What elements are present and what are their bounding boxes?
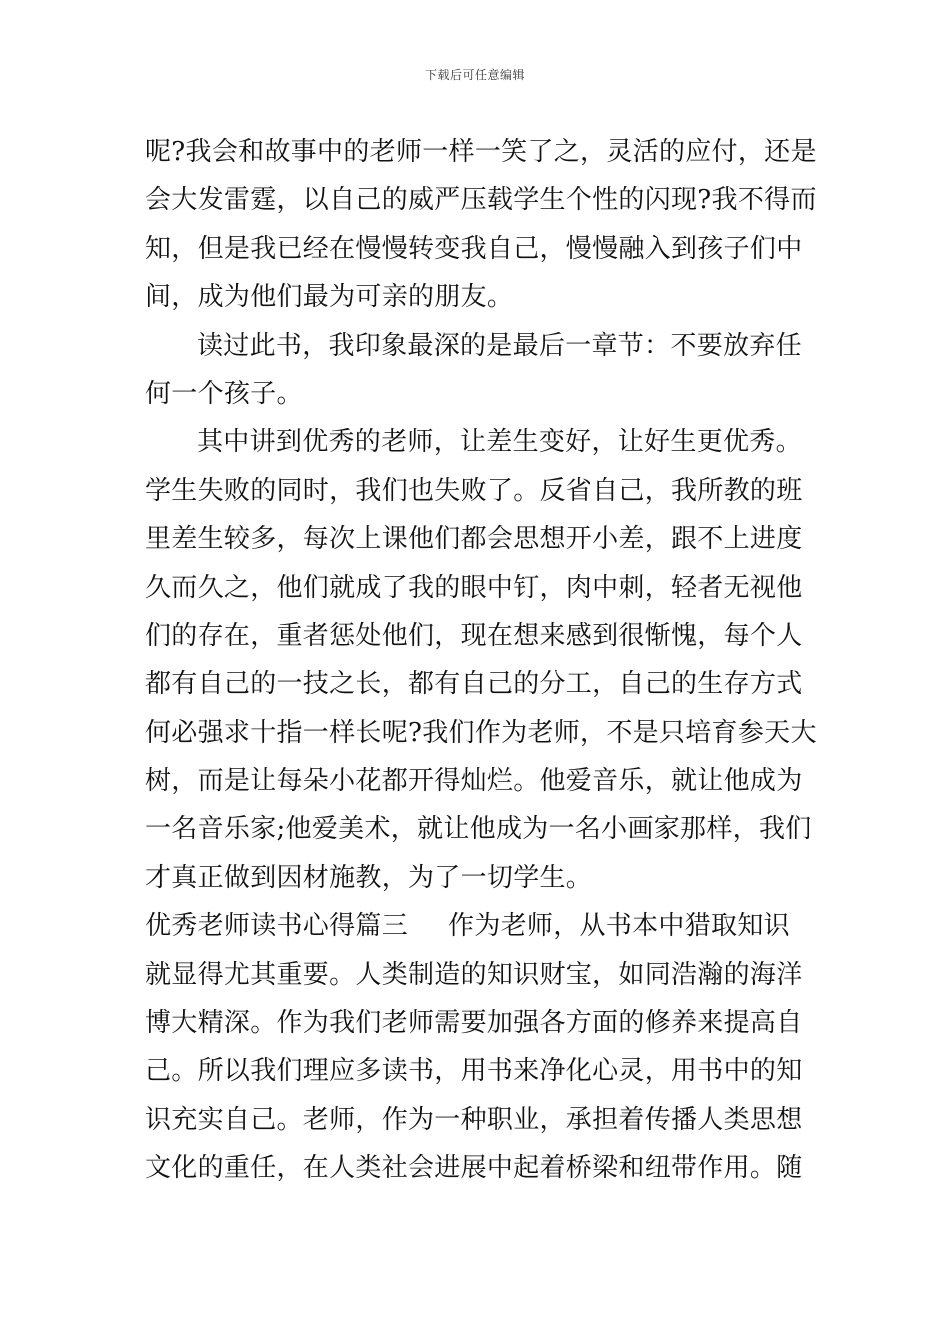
text-line: 何一个孩子。 xyxy=(145,378,303,409)
paragraph-start-line: 其中讲到优秀的老师，让差生变好，让好生更优秀。 xyxy=(197,427,802,458)
text-line: 会大发雷霆，以自己的威严压载学生个性的闪现?我不得而 xyxy=(145,185,817,216)
text-line: 久而久之，他们就成了我的眼中钉，肉中刺，轻者无视他 xyxy=(145,572,803,603)
paragraph-start-line: 读过此书，我印象最深的是最后一章节：不要放弃任 xyxy=(197,330,802,361)
text-line: 文化的重任，在人类社会进展中起着桥梁和纽带作用。随 xyxy=(145,1153,803,1184)
text-line: 博大精深。作为我们老师需要加强各方面的修养来提高自 xyxy=(145,1008,803,1039)
page-header-note: 下载后可任意编辑 xyxy=(424,68,525,82)
text-line: 学生失败的同时，我们也失败了。反省自己，我所教的班 xyxy=(145,475,803,506)
section-heading-line xyxy=(145,902,815,950)
text-line: 树，而是让每朵小花都开得灿烂。他爱音乐，就让他成为 xyxy=(145,766,803,797)
text-line: 里差生较多，每次上课他们都会思想开小差，跟不上进度 xyxy=(145,524,803,555)
text-line: 己。所以我们理应多读书，用书来净化心灵，用书中的知 xyxy=(145,1056,803,1087)
text-line: 知，但是我已经在慢慢转变我自己，慢慢融入到孩子们中 xyxy=(145,233,803,264)
section-first-text: 作为老师，从书本中猎取知识 xyxy=(448,911,790,942)
text-line: 们的存在，重者惩处他们，现在想来感到很惭愧，每个人 xyxy=(145,620,803,651)
text-line: 识充实自己。老师，作为一种职业，承担着传播人类思想 xyxy=(145,1104,803,1135)
section-title: 优秀老师读书心得篇三 xyxy=(145,911,409,942)
text-line: 一名音乐家;他爱美术，就让他成为一名小画家那样，我们 xyxy=(145,814,812,845)
text-line: 才真正做到因材施教，为了一切学生。 xyxy=(145,862,593,893)
text-line: 呢?我会和故事中的老师一样一笑了之，灵活的应付，还是 xyxy=(145,137,817,167)
text-line: 间，成为他们最为可亲的朋友。 xyxy=(145,282,514,313)
document-body xyxy=(145,128,815,1193)
text-line: 何必强求十指一样长呢?我们作为老师，不是只培育参天大 xyxy=(145,717,817,748)
text-line: 都有自己的一技之长，都有自己的分工，自己的生存方式 xyxy=(145,669,803,700)
text-line: 就显得尤其重要。人类制造的知识财宝，如同浩瀚的海洋 xyxy=(145,959,803,990)
